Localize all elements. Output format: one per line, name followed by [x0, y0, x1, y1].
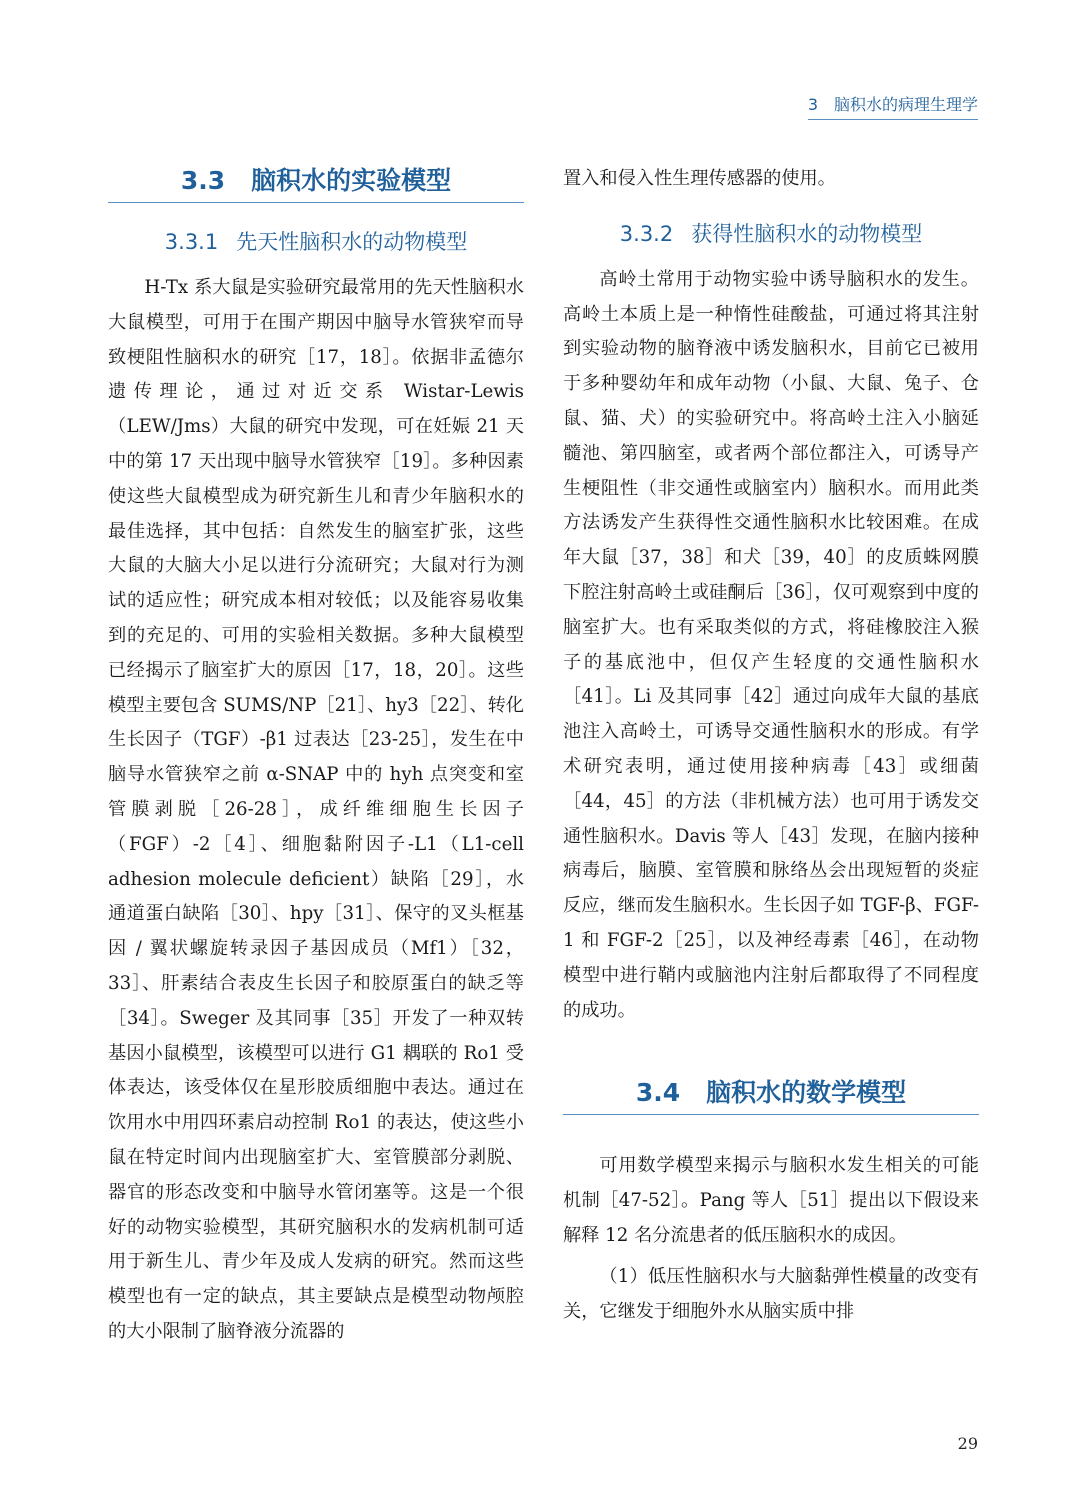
page-number: 29: [957, 1434, 978, 1453]
body-paragraph: 高岭土常用于动物实验中诱导脑积水的发生。高岭土本质上是一种惰性硅酸盐，可通过将其注射到实验动物的脑脊液中诱发脑积水，目前它已被用于多种婴幼年和成年动物（小鼠、大鼠、兔子、仓鼠、猫、犬）的实验研究中。将高岭土注入小脑延髓池、第四脑室，或者两个部位都注入，可诱导产生梗阻性（非交通性或脑室内）脑积水。而用此类方法诱发产生获得性交通性脑积水比较困难。在成年大鼠［37，38］和犬［39，40］的皮质蛛网膜下腔注射高岭土或硅酮后［36］，仅可观察到中度的脑室扩大。也有采取类似的方式，将硅橡胶注入猴子的基底池中，但仅产生轻度的交通性脑积水［41］。Li 及其同事［42］通过向成年大鼠的基底池注入高岭土，可诱导交通性脑积水的形成。有学术研究表明，通过使用接种病毒［43］或细菌［44，45］的方法（非机械方法）也可用于诱发交通性脑积水。Davis 等人［43］发现，在脑内接种病毒后，脑膜、室管膜和脉络丛会出现短暂的炎症反应，继而发生脑积水。生长因子如 TGF-β、FGF-1 和 FGF-2［25］，以及神经毒素［46］，在动物模型中进行鞘内或脑池内注射后都取得了不同程度的成功。: [563, 268, 979, 1021]
section-heading-3-4: [563, 1072, 979, 1115]
subsection-heading-3-3-1: [108, 225, 524, 259]
subsection-number: 3.3.1: [164, 230, 219, 254]
section-heading-3-3: [108, 160, 524, 203]
continuation-paragraph: 置入和侵入性生理传感器的使用。: [563, 168, 836, 189]
right-column: [563, 160, 979, 1329]
body-paragraph: 可用数学模型来揭示与脑积水发生相关的可能机制［47-52］。Pang 等人［51］提出以下假设来解释 12 名分流患者的低压脑积水的成因。: [563, 1155, 979, 1246]
subsection-number: 3.3.2: [619, 221, 674, 246]
section-number: 3.3: [180, 166, 226, 195]
section-number: 3.4: [635, 1078, 681, 1108]
subsection-title: 获得性脑积水的动物模型: [691, 221, 923, 246]
subsection-heading-3-3-2: [563, 217, 979, 251]
left-column: [108, 160, 524, 1350]
section-title: 脑积水的实验模型: [251, 166, 452, 195]
running-header: 3 脑积水的病理生理学: [808, 92, 978, 120]
spacer: [563, 1028, 979, 1072]
body-paragraph: （1）低压性脑积水与大脑黏弹性模量的改变有关，它继发于细胞外水从脑实质中排: [563, 1265, 979, 1322]
spacer: [563, 1115, 979, 1149]
body-paragraph: H-Tx 系大鼠是实验研究最常用的先天性脑积水大鼠模型，可用于在围产期因中脑导水管狭窄而导致梗阻性脑积水的研究［17，18］。依据非孟德尔遗传理论，通过对近交系 Wistar-Lewis（LEW/Jms）大鼠的研究中发现，可在妊娠 21 天中的第 17 天出现中脑导水管狭窄［19］。多种因素使这些大鼠模型成为研究新生儿和青少年脑积水的最佳选择，其中包括：自然发生的脑室扩张，这些大鼠的大脑大小足以进行分流研究；大鼠对行为测试的适应性；研究成本相对较低；以及能容易收集到的充足的、可用的实验相关数据。多种大鼠模型已经揭示了脑室扩大的原因［17，18，20］。这些模型主要包含 SUMS/NP［21］、hy3［22］、转化生长因子（TGF）-β1 过表达［23-25］，发生在中脑导水管狭窄之前 α-SNAP 中的 hyh 点突变和室管膜剥脱［26-28］，成纤维细胞生长因子（FGF）-2［4］、细胞黏附因子-L1（L1-cell adhesion molecule deficient）缺陷［29］，水通道蛋白缺陷［30］、hpy［31］、保守的叉头框基因 / 翼状螺旋转录因子基因成员（Mf1）［32，33］、肝素结合表皮生长因子和胶原蛋白的缺乏等［34］。Sweger 及其同事［35］开发了一种双转基因小鼠模型，该模型可以进行 G1 耦联的 Ro1 受体表达，该受体仅在星形胶质细胞中表达。通过在饮用水中用四环素启动控制 Ro1 的表达，使这些小鼠在特定时间内出现脑室扩大、室管膜部分剥脱、器官的形态改变和中脑导水管闭塞等。这是一个很好的动物实验模型，其研究脑积水的发病机制可适用于新生儿、青少年及成人发病的研究。然而这些模型也有一定的缺点，其主要缺点是模型动物颅腔的大小限制了脑脊液分流器的: [108, 277, 524, 1342]
section-title: 脑积水的数学模型: [706, 1078, 907, 1108]
subsection-title: 先天性脑积水的动物模型: [236, 230, 468, 254]
